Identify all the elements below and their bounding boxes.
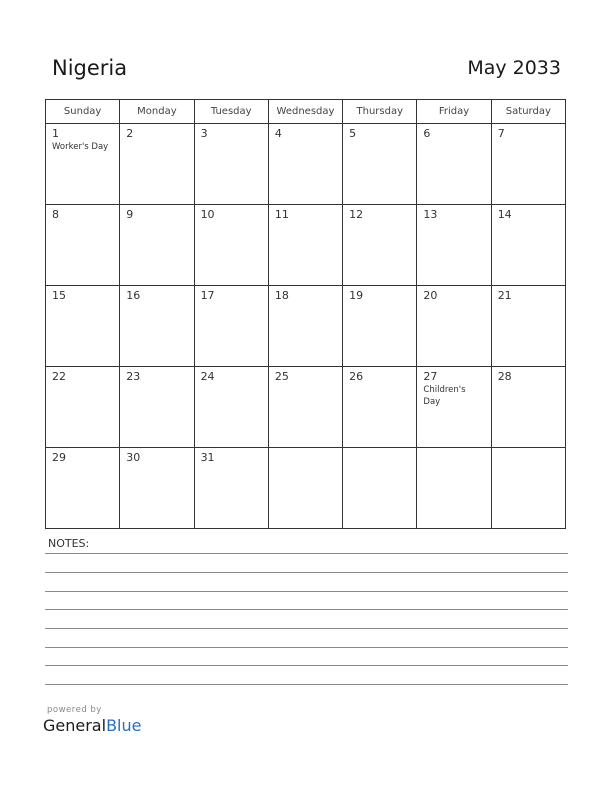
day-number: 10 bbox=[200, 208, 215, 221]
day-number: 16 bbox=[126, 289, 141, 302]
day-cell bbox=[417, 286, 491, 367]
month-year-title: May 2033 bbox=[467, 57, 561, 79]
day-number: 6 bbox=[423, 127, 431, 140]
day-cell bbox=[120, 367, 194, 448]
logo-blue-text: Blue bbox=[106, 716, 142, 735]
day-number: 31 bbox=[200, 451, 215, 464]
week-row bbox=[46, 124, 566, 205]
day-number: 21 bbox=[497, 289, 512, 302]
powered-by-text: powered by bbox=[47, 705, 102, 715]
day-cell bbox=[120, 448, 194, 529]
day-number: 8 bbox=[52, 208, 59, 221]
day-number: 28 bbox=[497, 370, 512, 383]
weekday-wednesday: Wednesday bbox=[268, 100, 342, 124]
generalblue-logo bbox=[43, 716, 141, 735]
day-number: 13 bbox=[423, 208, 438, 221]
day-cell bbox=[120, 124, 194, 205]
day-cell bbox=[46, 367, 120, 448]
day-number: 22 bbox=[52, 370, 66, 383]
day-number: 24 bbox=[200, 370, 215, 383]
day-number: 7 bbox=[497, 127, 505, 140]
day-cell bbox=[46, 286, 120, 367]
day-number: 14 bbox=[497, 208, 512, 221]
notes-label: NOTES: bbox=[48, 537, 90, 550]
day-number: 15 bbox=[52, 289, 66, 302]
day-cell bbox=[491, 448, 565, 529]
day-number: 5 bbox=[349, 127, 357, 140]
day-cell bbox=[417, 367, 491, 448]
day-cell bbox=[343, 367, 417, 448]
day-cell bbox=[46, 448, 120, 529]
notes-line bbox=[45, 665, 568, 666]
day-cell bbox=[491, 367, 565, 448]
notes-line bbox=[45, 684, 568, 685]
calendar-grid bbox=[45, 99, 566, 529]
holiday-label: Children's Day bbox=[423, 385, 466, 407]
day-number: 17 bbox=[200, 289, 215, 302]
notes-line bbox=[45, 591, 568, 592]
country-title: Nigeria bbox=[52, 56, 128, 80]
day-cell bbox=[417, 205, 491, 286]
day-cell bbox=[491, 205, 565, 286]
weekday-thursday: Thursday bbox=[343, 100, 417, 124]
notes-line bbox=[45, 647, 568, 648]
day-number: 4 bbox=[274, 127, 282, 140]
notes-line bbox=[45, 553, 568, 554]
week-row bbox=[46, 286, 566, 367]
day-number: 30 bbox=[126, 451, 141, 464]
day-number: 25 bbox=[274, 370, 289, 383]
day-number: 11 bbox=[274, 208, 289, 221]
holiday-label: Worker's Day bbox=[52, 142, 109, 152]
week-row bbox=[46, 367, 566, 448]
day-number: 18 bbox=[274, 289, 289, 302]
day-cell bbox=[46, 124, 120, 205]
day-cell bbox=[491, 124, 565, 205]
day-number: 12 bbox=[349, 208, 364, 221]
notes-line bbox=[45, 572, 568, 573]
week-row bbox=[46, 205, 566, 286]
day-number: 23 bbox=[126, 370, 141, 383]
day-cell bbox=[194, 448, 268, 529]
day-cell bbox=[194, 205, 268, 286]
day-cell bbox=[343, 286, 417, 367]
day-cell bbox=[194, 367, 268, 448]
day-cell bbox=[46, 205, 120, 286]
weekday-saturday: Saturday bbox=[491, 100, 565, 124]
day-number: 3 bbox=[200, 127, 208, 140]
weekday-friday: Friday bbox=[417, 100, 491, 124]
day-number: 2 bbox=[126, 127, 134, 140]
weekday-sunday: Sunday bbox=[46, 100, 120, 124]
day-cell bbox=[268, 124, 342, 205]
day-number: 27 bbox=[423, 370, 438, 383]
day-number: 19 bbox=[349, 289, 364, 302]
day-cell bbox=[491, 286, 565, 367]
logo-general-text: General bbox=[43, 716, 107, 735]
day-cell bbox=[343, 205, 417, 286]
week-row bbox=[46, 448, 566, 529]
weekday-monday: Monday bbox=[120, 100, 194, 124]
day-number: 26 bbox=[349, 370, 364, 383]
notes-line bbox=[45, 609, 568, 610]
day-number: 20 bbox=[423, 289, 438, 302]
weekday-tuesday: Tuesday bbox=[194, 100, 268, 124]
day-cell bbox=[194, 286, 268, 367]
day-cell bbox=[343, 448, 417, 529]
day-cell bbox=[268, 205, 342, 286]
day-cell bbox=[194, 124, 268, 205]
weekday-header-row bbox=[46, 100, 566, 124]
day-cell bbox=[417, 124, 491, 205]
day-number: 29 bbox=[52, 451, 66, 464]
day-cell bbox=[120, 286, 194, 367]
day-cell bbox=[268, 448, 342, 529]
day-cell bbox=[268, 367, 342, 448]
day-number: 1 bbox=[52, 127, 59, 140]
day-cell bbox=[417, 448, 491, 529]
notes-line bbox=[45, 628, 568, 629]
day-cell bbox=[268, 286, 342, 367]
day-number: 9 bbox=[126, 208, 134, 221]
day-cell bbox=[343, 124, 417, 205]
day-cell bbox=[120, 205, 194, 286]
